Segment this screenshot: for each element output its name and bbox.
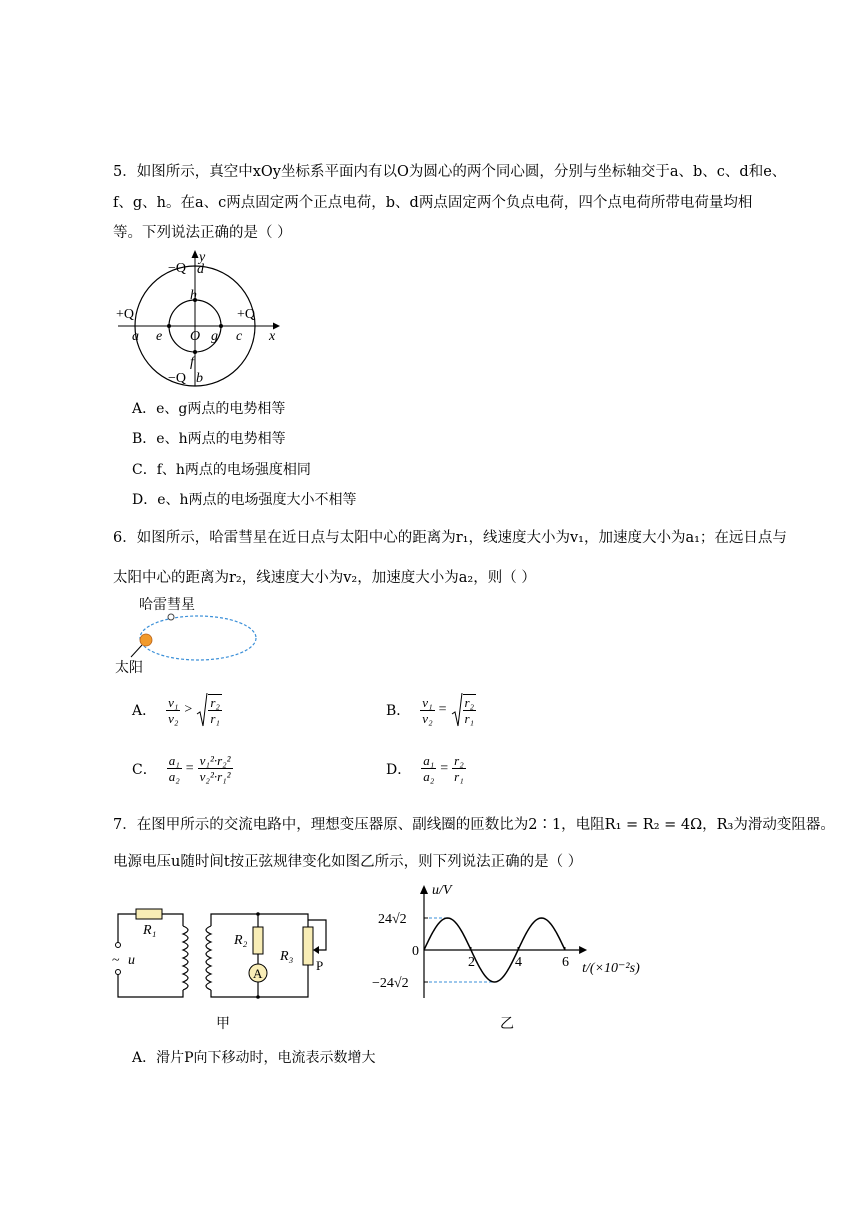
q6-b-lhs-num: v₁ [422, 694, 433, 710]
q5-option-c: C．f、h两点的电场强度相同 [132, 462, 311, 478]
x-tick-label: 4 [515, 955, 522, 970]
y-tick-label-max: 24√2 [378, 912, 407, 927]
r3-resistor [303, 927, 313, 965]
q6-option-d [386, 753, 466, 784]
q6-c-lhs-den: a₂ [168, 769, 180, 784]
q6-a-letter: A． [132, 703, 157, 719]
q5-option-b: B．e、h两点的电势相等 [132, 431, 286, 447]
q6-c-op: = [185, 760, 194, 776]
q6-text-line2: 太阳中心的距离为r₂，线速度大小为v₂，加速度大小为a₂，则（ ） [113, 570, 536, 586]
fig5-label-d: d [197, 262, 204, 277]
q6-b-rhs-den: r₁ [464, 711, 475, 726]
q5-text-line1: 5．如图所示，真空中xOy坐标系平面内有以O为圆心的两个同心圆，分别与坐标轴交于a、b、c、d和e、 [113, 164, 787, 180]
q6-comet-label: 哈雷彗星 [139, 598, 195, 613]
fig5-label-g: g [211, 329, 218, 344]
q7-voltage-chart [360, 880, 650, 1030]
q6-d-rhs-num: r₂ [454, 753, 464, 768]
q6-d-lhs-num: a₁ [423, 753, 435, 768]
q6-b-lhs-den: v₂ [422, 710, 433, 726]
q7-text-line2: 电源电压u随时间t按正弦规律变化如图乙所示，则下列说法正确的是（ ） [113, 854, 583, 870]
ac-tilde-label: ~ [112, 953, 120, 968]
fig5-label-y: y [199, 250, 206, 265]
fig5-label-f: f [190, 355, 194, 370]
r3-label: R₃ [280, 949, 294, 964]
q6-c-rhs-den: v₂²·r₁² [199, 769, 231, 784]
q6-a-sqrt [196, 692, 222, 728]
q6-a-lhs-den: v₂ [168, 710, 179, 726]
q6-text-line1: 6．如图所示，哈雷彗星在近日点与太阳中心的距离为r₁，线速度大小为v₁，加速度大小为a₁；在远日点与 [113, 530, 787, 546]
q6-a-rhs-num: r₂ [210, 695, 220, 710]
y-tick-label-min: −24√2 [372, 976, 409, 991]
fig5-label-e: e [156, 329, 163, 344]
q5-option-a: A．e、g两点的电势相等 [132, 401, 286, 417]
q6-a-lhs-num: v₁ [168, 694, 179, 710]
y-axis-label: u/V [432, 883, 452, 898]
q7-text-line1: 7．在图甲所示的交流电路中，理想变压器原、副线圈的匝数比为2∶1，电阻R₁ = R₂ = 4Ω，R₃为滑动变阻器。 [113, 817, 835, 833]
q6-sun-label: 太阳 [115, 661, 143, 676]
fig5-label-h: h [190, 288, 197, 303]
q5-figure [113, 248, 288, 388]
q6-option-c [132, 753, 233, 784]
q5-text-line3: 等。下列说法正确的是（ ） [113, 225, 292, 241]
x-tick-label: 6 [562, 955, 569, 970]
origin-label: 0 [412, 944, 419, 959]
x-axis-arrow [579, 946, 587, 954]
fig5-label-pq-right: +Q [237, 307, 256, 322]
q6-figure [113, 592, 263, 677]
ammeter-label: A [253, 966, 263, 981]
fig5-label-b: b [196, 371, 203, 386]
q6-a-rhs-den: r₁ [210, 711, 220, 726]
fig5-label-a: a [132, 329, 139, 344]
r2-label: R₂ [234, 933, 248, 948]
r1-resistor [136, 909, 162, 919]
q6-d-letter: D． [386, 761, 412, 778]
fig5-label-mq-bottom: −Q [168, 371, 187, 386]
q6-option-b [386, 692, 476, 728]
fig5-label-c: c [236, 329, 243, 344]
fig5-label-x: x [269, 329, 276, 344]
q6-b-op: = [438, 702, 447, 717]
q6-option-a [132, 692, 222, 728]
q6-c-rhs-num: v₁²·r₂² [199, 753, 231, 768]
x-tick-label: 2 [468, 955, 475, 970]
q6-b-rhs-num: r₂ [464, 695, 475, 710]
q6-d-lhs-den: a₂ [423, 769, 435, 784]
r1-label: R₁ [143, 923, 157, 938]
q7-option-a: A．滑片P向下移动时，电流表示数增大 [132, 1050, 376, 1066]
q6-b-sqrt [451, 692, 477, 728]
q6-a-op: > [184, 702, 193, 717]
r2-resistor [253, 927, 263, 954]
slider-p-label: P [316, 958, 324, 973]
q6-c-lhs-num: a₁ [168, 753, 180, 768]
q7-circuit-diagram [108, 900, 338, 1035]
u-label: u [128, 953, 135, 968]
q5-text-line2: f、g、h。在a、c两点固定两个正点电荷，b、d两点固定两个负点电荷，四个点电荷所带电荷量均相 [113, 195, 753, 211]
q5-option-d: D．e、h两点的电场强度大小不相等 [132, 492, 357, 508]
fig5-label-pq-left: +Q [116, 307, 135, 322]
q6-c-letter: C． [132, 761, 157, 778]
q6-d-op: = [440, 760, 449, 776]
fig5-label-O: O [190, 329, 201, 344]
chart-caption: 乙 [500, 1017, 514, 1030]
y-axis-arrow [420, 885, 428, 894]
x-axis-label: t/(×10⁻²s) [582, 961, 640, 976]
q6-b-letter: B． [386, 703, 411, 719]
fig5-label-mq-top: −Q [168, 261, 187, 276]
circuit-caption: 甲 [216, 1017, 230, 1032]
q6-d-rhs-den: r₁ [454, 769, 464, 784]
